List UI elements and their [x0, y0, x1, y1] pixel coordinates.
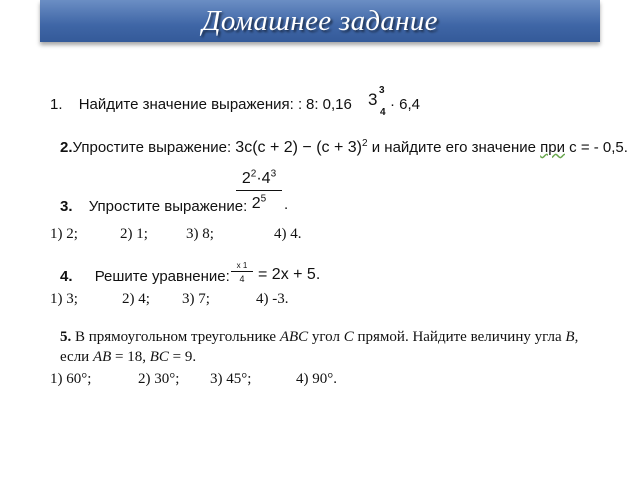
task-3-option-3: 3) 8;: [186, 226, 214, 242]
task-2-power: 2: [362, 138, 368, 149]
task-3-option-1: 1) 2;: [50, 226, 78, 242]
task-3: [60, 198, 247, 215]
task-3-fraction: [236, 170, 282, 213]
task-3-option-4: 4) 4.: [274, 226, 302, 242]
task-5-side-bc: BC: [149, 349, 169, 365]
task-5-options: [50, 371, 337, 388]
task-2-expression: 3c(c + 2) − (c + 3): [235, 139, 363, 156]
task-3-option-2: 2) 1;: [120, 226, 148, 242]
task-3-number: 3.: [60, 198, 73, 215]
task-5-text-g: = 9.: [168, 349, 197, 365]
task-1-mixed-den: 4: [380, 107, 386, 118]
task-5-number: 5.: [60, 329, 72, 345]
task-5-option-2: 2) 30°;: [138, 371, 180, 387]
task-4-equation-rhs: = 2x + 5.: [258, 266, 321, 283]
task-4-fraction: [231, 261, 253, 284]
task-5-line-2: [60, 349, 196, 366]
task-3-end-dot: .: [284, 196, 289, 213]
task-5-text-d: ,: [574, 329, 579, 345]
task-2-text-wavy: при: [540, 139, 565, 156]
task-1-expr-a: 8: 0,16: [306, 96, 352, 113]
task-4-option-4: 4) -3.: [256, 291, 289, 307]
task-2-number: 2.: [60, 139, 73, 156]
title-banner: [40, 0, 600, 42]
task-2-text-after: и найдите его значение: [367, 139, 541, 156]
task-4-option-1: 1) 3;: [50, 291, 78, 307]
task-1: [50, 96, 302, 113]
task-5-angle-b: B: [565, 329, 575, 345]
task-1-text: Найдите значение выражения: :: [78, 96, 303, 113]
task-4-option-2: 2) 4;: [122, 291, 150, 307]
task-5-text-b: угол: [308, 329, 344, 345]
task-5-text-a: В прямоугольном треугольнике: [71, 329, 280, 345]
task-4-options: [50, 291, 289, 308]
task-3-text: Упростите выражение:: [88, 198, 248, 215]
task-3-options: [50, 226, 302, 243]
task-1-mixed-whole: 3: [368, 90, 378, 109]
task-2: [60, 139, 628, 157]
task-5-text-e: если: [60, 349, 93, 365]
task-4-text: Решите уравнение:: [94, 268, 230, 285]
task-5-option-1: 1) 60°;: [50, 371, 92, 387]
task-4-option-3: 3) 7;: [182, 291, 210, 307]
page-title: Домашнее задание: [202, 4, 438, 37]
task-3-numerator: $2^2\cdot 4^3$: [241, 168, 277, 187]
task-1-expression: [306, 96, 352, 113]
task-2-text: Упростите выражение:: [72, 139, 236, 156]
task-5-line-1: [60, 329, 578, 346]
task-4-number: 4.: [60, 268, 73, 285]
task-3-denominator: $2^5$: [251, 193, 267, 212]
task-5-option-3: 3) 45°;: [210, 371, 252, 387]
task-4-frac-den: 4: [239, 274, 245, 284]
task-2-text-end: c = - 0,5.: [564, 139, 628, 156]
task-4: [60, 268, 230, 285]
task-5-option-4: 4) 90°.: [296, 371, 337, 387]
task-1-expr-tail: · 6,4: [390, 96, 421, 113]
task-5-angle-c: C: [343, 329, 354, 345]
task-5-text-c: прямой. Найдите величину угла: [353, 329, 566, 345]
task-5-triangle: ABC: [279, 329, 309, 345]
task-1-mixed-num: 3: [379, 85, 385, 96]
task-5-side-ab: AB: [92, 349, 112, 365]
task-4-frac-num: x 1: [236, 261, 248, 270]
task-5-text-f: = 18,: [111, 349, 150, 365]
task-1-number: 1.: [50, 96, 63, 113]
